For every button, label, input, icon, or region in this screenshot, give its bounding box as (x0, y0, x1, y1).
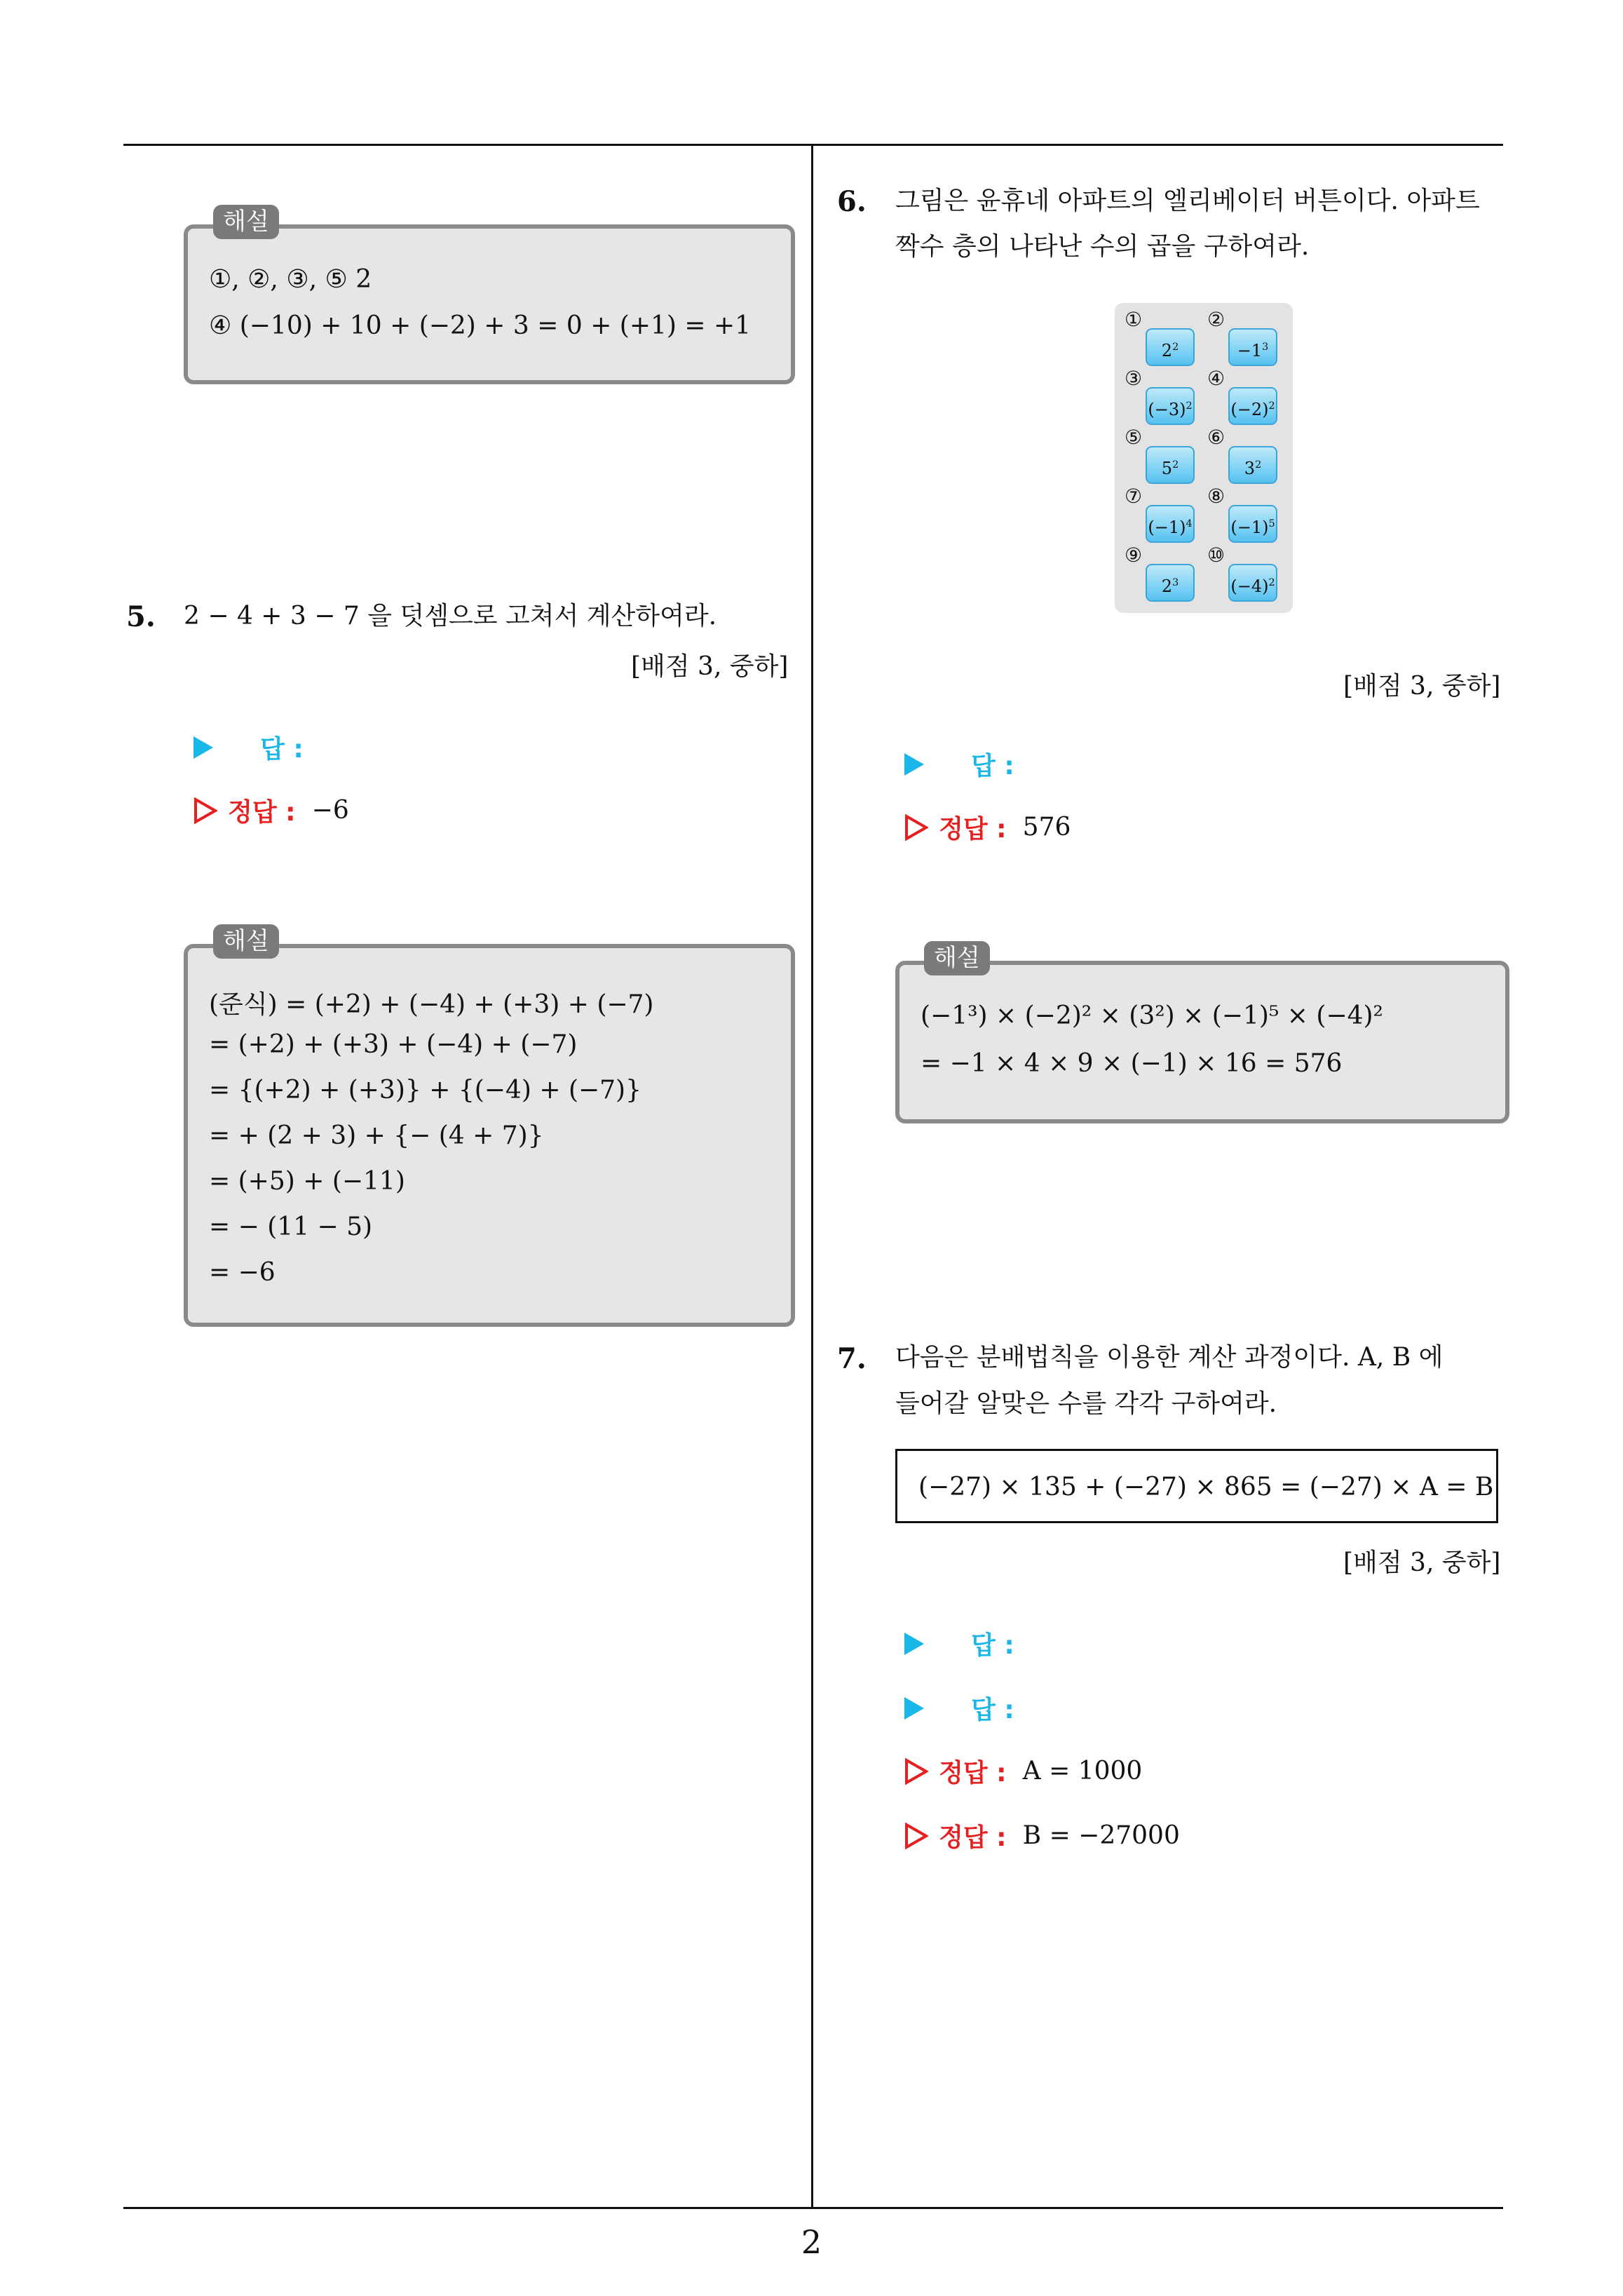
floor-label: ⑩ (1207, 543, 1225, 567)
q7-correct-row-1 (904, 1753, 1142, 1789)
q5-solution-line: = {(+2) + (+3)} + {(−4) + (−7)} (209, 1076, 642, 1105)
play-triangle-icon (193, 736, 213, 759)
play-triangle-icon (904, 1697, 924, 1720)
floor-button-7: $(-1)^4$ (1146, 505, 1195, 543)
q6-answer-label: 답 : (971, 752, 1014, 781)
q7-question-line-1: 다음은 분배법칙을 이용한 계산 과정이다. A, B 에 (895, 1343, 1444, 1372)
outline-triangle-icon (193, 797, 217, 824)
floor-button-4: $(-2)^2$ (1228, 387, 1277, 425)
q6-solution-tag: 해설 (924, 941, 990, 975)
outline-triangle-icon (904, 814, 928, 841)
q6-solution-line-1: (−1³) × (−2)² × (3²) × (−1)⁵ × (−4)² (921, 1001, 1383, 1030)
floor-label: ⑧ (1207, 485, 1225, 508)
floor-label: ⑤ (1125, 426, 1143, 449)
q5-solution-line: = − (11 − 5) (209, 1213, 373, 1241)
q7-answer-row-1[interactable] (904, 1626, 1014, 1661)
q6-correct-label: 정답 : (939, 815, 1007, 844)
floor-label: ⑥ (1207, 426, 1225, 449)
q6-solution-line-2: = −1 × 4 × 9 × (−1) × 16 = 576 (921, 1049, 1343, 1078)
floor-button-1: $2^2$ (1146, 328, 1195, 366)
q4-solution-tag: 해설 (213, 205, 279, 239)
q4-solution-line-1: ①, ②, ③, ⑤ 2 (209, 265, 372, 294)
q7-correct-label-2: 정답 : (939, 1823, 1007, 1852)
column-divider (811, 144, 813, 2207)
q7-answer-label-2: 답 : (971, 1696, 1014, 1724)
q6-number: 6. (837, 185, 867, 218)
page-number: 2 (801, 2223, 822, 2261)
q5-points: [배점 3, 중하] (631, 652, 789, 681)
floor-label: ② (1207, 308, 1225, 331)
floor-button-9: $2^3$ (1146, 564, 1195, 602)
outline-triangle-icon (904, 1823, 928, 1849)
q4-solution-line-2: ④ (−10) + 10 + (−2) + 3 = 0 + (+1) = +1 (209, 311, 752, 340)
q7-correct-label-1: 정답 : (939, 1759, 1007, 1788)
q5-correct-value: −6 (311, 795, 349, 825)
q7-number: 7. (837, 1342, 867, 1375)
q6-answer-row[interactable] (904, 746, 1014, 782)
q7-points: [배점 3, 중하] (1343, 1548, 1501, 1577)
floor-label: ③ (1125, 367, 1143, 390)
floor-label: ① (1125, 308, 1143, 331)
floor-button-5: $5^2$ (1146, 446, 1195, 484)
q6-solution-box (895, 961, 1509, 1123)
play-triangle-icon (904, 1633, 924, 1655)
floor-label: ⑦ (1125, 485, 1143, 508)
q7-equation-box (895, 1449, 1498, 1523)
floor-button-6: $3^2$ (1228, 446, 1277, 484)
q6-points: [배점 3, 중하] (1343, 672, 1501, 701)
q6-correct-row (904, 809, 1071, 845)
q5-correct-row (193, 792, 349, 828)
floor-button-2: $-1^3$ (1228, 328, 1277, 366)
q5-answer-label: 답 : (260, 735, 304, 764)
q7-correct-value-1: A = 1000 (1022, 1756, 1143, 1785)
q7-question-line-2: 들어갈 알맞은 수를 각각 구하여라. (895, 1389, 1277, 1418)
q5-solution-line: = (+2) + (+3) + (−4) + (−7) (209, 1030, 578, 1059)
bottom-rule (123, 2207, 1503, 2209)
q5-solution-box (184, 944, 795, 1327)
q5-solution-line: = −6 (209, 1258, 276, 1287)
elevator-button-panel (1115, 303, 1293, 613)
q5-correct-label: 정답 : (228, 798, 296, 827)
q5-question-text: 2 − 4 + 3 − 7 을 덧셈으로 고쳐서 계산하여라. (184, 602, 717, 630)
q4-solution-box (184, 224, 795, 384)
floor-label: ⑨ (1125, 543, 1143, 567)
q6-question-line-2: 짝수 층의 나타난 수의 곱을 구하여라. (895, 232, 1310, 261)
q5-answer-row[interactable] (193, 729, 304, 765)
outline-triangle-icon (904, 1758, 928, 1785)
q6-question-line-1: 그림은 윤휴네 아파트의 엘리베이터 버튼이다. 아파트 (895, 187, 1480, 215)
q7-answer-label-1: 답 : (971, 1631, 1014, 1660)
q5-number: 5. (126, 600, 156, 633)
floor-button-3: $(-3)^2$ (1146, 387, 1195, 425)
q7-correct-value-2: B = −27000 (1022, 1821, 1180, 1850)
play-triangle-icon (904, 753, 924, 776)
top-rule (123, 144, 1503, 146)
q7-correct-row-2 (904, 1818, 1180, 1853)
q6-correct-value: 576 (1022, 812, 1071, 842)
q5-solution-line: = (+5) + (−11) (209, 1167, 405, 1196)
q5-solution-tag: 해설 (213, 924, 279, 959)
q7-answer-row-2[interactable] (904, 1690, 1014, 1726)
floor-button-8: $(-1)^5$ (1228, 505, 1277, 543)
q5-solution-line: (준식) = (+2) + (−4) + (+3) + (−7) (209, 990, 654, 1019)
floor-label: ④ (1207, 367, 1225, 390)
q7-equation: (−27) × 135 + (−27) × 865 = (−27) × A = B (918, 1473, 1494, 1501)
floor-button-10: $(-4)^2$ (1228, 564, 1277, 602)
q5-solution-line: = + (2 + 3) + {− (4 + 7)} (209, 1121, 544, 1150)
